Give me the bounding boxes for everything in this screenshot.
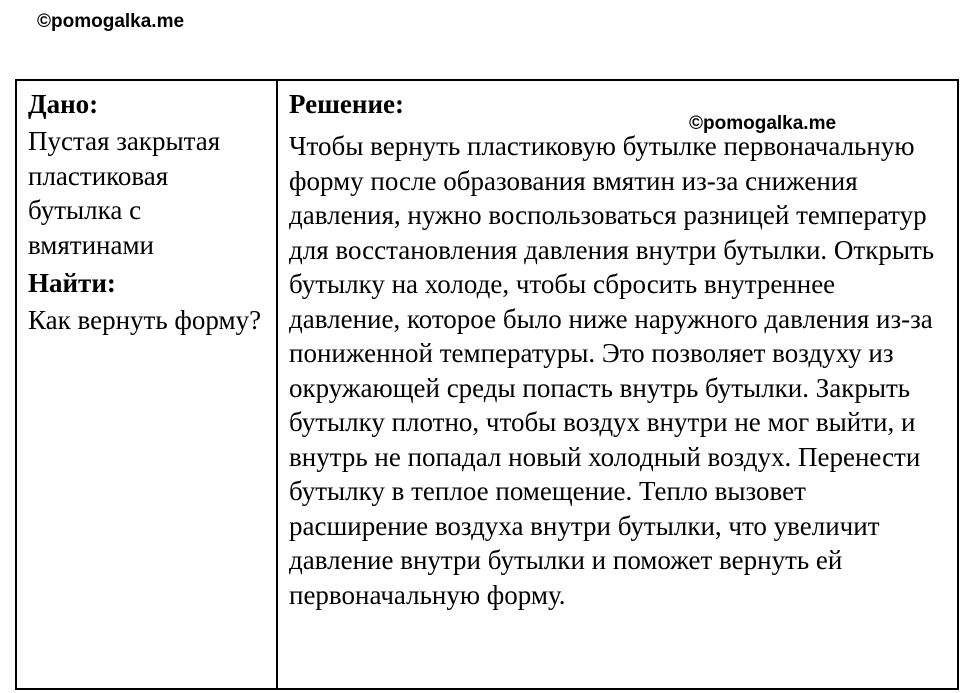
given-column xyxy=(16,80,277,689)
table-row xyxy=(16,80,958,689)
solution-text: Чтобы вернуть пластиковую бутылке первоначальную форму после образования вмятин из-за снижения давления, нужно воспользоваться разницей температур для восстановления давления внутри бутылки. Открыть бутылку на холоде, чтобы сбросить внутреннее давление, которое было ниже наружного давления из-за пониженной температуры. Это позволяет воздуху из окружающей среды попасть внутрь бутылки. Закрыть бутылку плотно, чтобы воздух внутри не мог выйти, и внутрь не попадал новый холодный воздух. Перенести бутылку в теплое помещение. Тепло вызовет расширение воздуха внутри бутылки, что увеличит давление внутри бутылки и поможет вернуть ей первоначальную форму. xyxy=(289,131,935,610)
solution-column xyxy=(277,80,958,689)
solution-heading: Решение: xyxy=(289,89,404,119)
watermark-top: ©pomogalka.me xyxy=(37,11,185,32)
given-heading: Дано: xyxy=(28,89,99,119)
given-text: Пустая закрытая пластиковая бутылка с вмятинами xyxy=(28,126,221,260)
find-text: Как вернуть форму? xyxy=(28,305,262,335)
task-table xyxy=(15,79,959,690)
find-heading: Найти: xyxy=(28,268,116,298)
watermark-middle: ©pomogalka.me xyxy=(689,113,837,134)
